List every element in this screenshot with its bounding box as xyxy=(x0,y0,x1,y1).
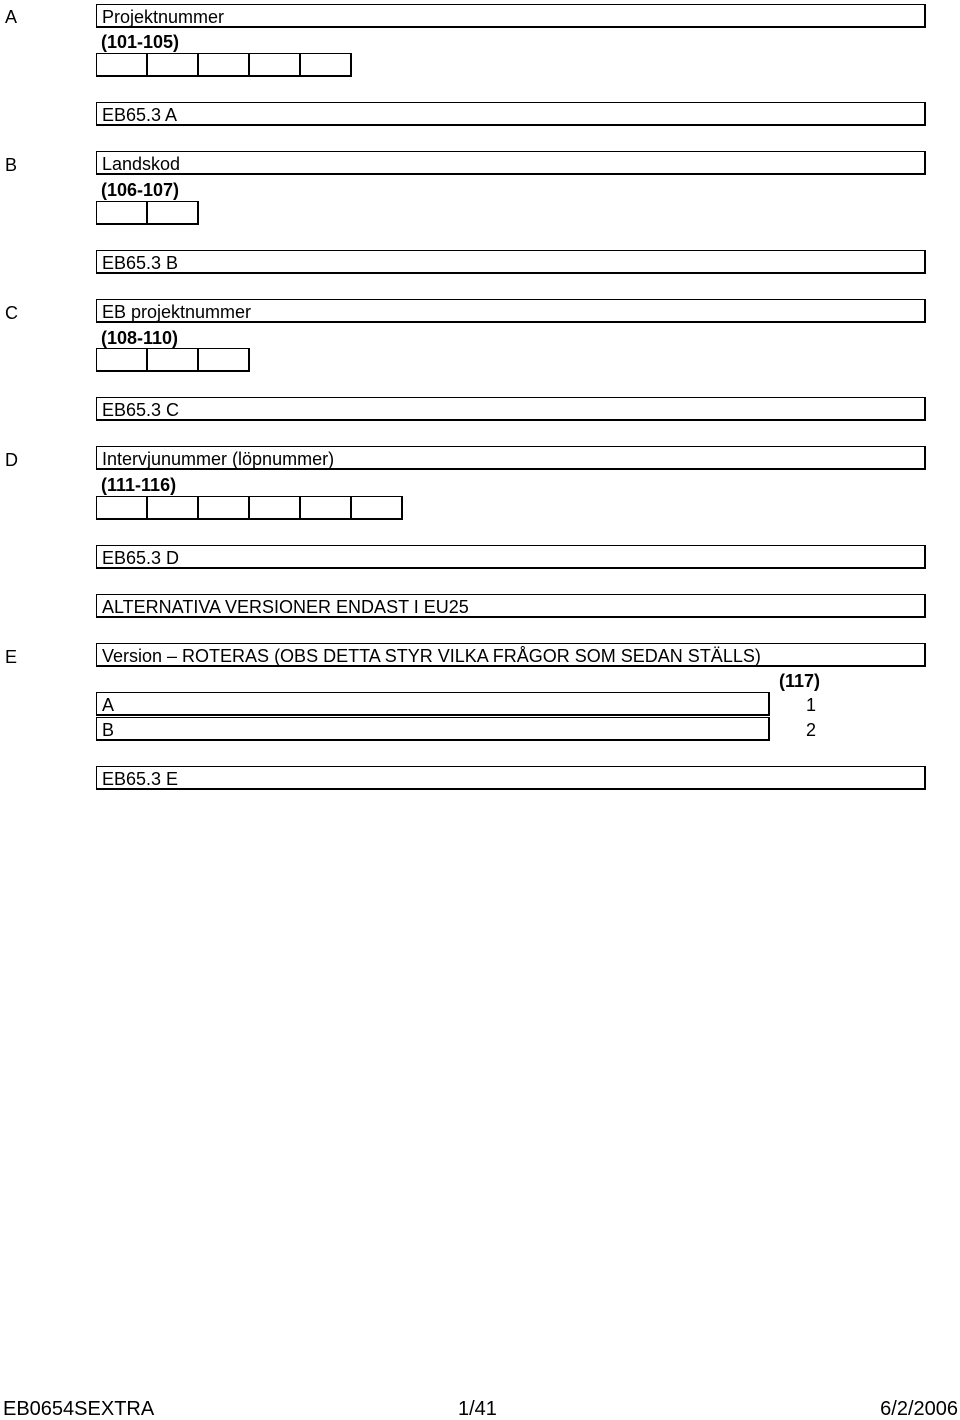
digit-cell[interactable] xyxy=(147,53,199,77)
digit-cell[interactable] xyxy=(249,496,301,520)
section-letter-b: B xyxy=(5,155,18,175)
alt-versions-header: ALTERNATIVA VERSIONER ENDAST I EU25 xyxy=(96,594,926,618)
section-letter-c: C xyxy=(5,303,18,323)
digit-cell[interactable] xyxy=(96,53,148,77)
digit-cell[interactable] xyxy=(198,53,250,77)
digit-cell[interactable] xyxy=(300,53,352,77)
digit-cell[interactable] xyxy=(147,348,199,372)
section-b-label: Landskod xyxy=(96,151,926,175)
section-e-label: Version – ROTERAS (OBS DETTA STYR VILKA FRÅGOR SOM SEDAN STÄLLS) xyxy=(96,643,926,667)
digit-cell[interactable] xyxy=(300,496,352,520)
section-letter-e: E xyxy=(5,647,18,667)
digit-cell[interactable] xyxy=(351,496,403,520)
section-c-ref: EB65.3 C xyxy=(96,397,926,421)
footer-doc-id: EB0654SEXTRA xyxy=(3,1398,155,1420)
digit-cell[interactable] xyxy=(96,496,148,520)
section-a-ref: EB65.3 A xyxy=(96,102,926,126)
section-c-input-cells[interactable] xyxy=(96,348,250,372)
section-d-code: (111-116) xyxy=(101,475,177,495)
section-c-code: (108-110) xyxy=(101,328,179,348)
section-b-input-cells[interactable] xyxy=(96,201,199,225)
section-a-input-cells[interactable] xyxy=(96,53,352,77)
section-letter-a: A xyxy=(5,7,18,27)
section-b-ref: EB65.3 B xyxy=(96,250,926,274)
digit-cell[interactable] xyxy=(96,348,148,372)
option-a-label[interactable]: A xyxy=(96,692,770,716)
option-a-code: 1 xyxy=(805,695,816,715)
digit-cell[interactable] xyxy=(147,496,199,520)
digit-cell[interactable] xyxy=(249,53,301,77)
digit-cell[interactable] xyxy=(96,201,148,225)
digit-cell[interactable] xyxy=(198,348,250,372)
section-e-ref: EB65.3 E xyxy=(96,766,926,790)
option-b-code: 2 xyxy=(805,720,816,740)
section-letter-d: D xyxy=(5,450,18,470)
footer-page-number: 1/41 xyxy=(458,1398,497,1420)
section-c-label: EB projektnummer xyxy=(96,299,926,323)
section-a-code: (101-105) xyxy=(101,32,180,52)
footer-date: 6/2/2006 xyxy=(880,1398,958,1420)
option-b-label[interactable]: B xyxy=(96,717,770,741)
digit-cell[interactable] xyxy=(198,496,250,520)
section-d-input-cells[interactable] xyxy=(96,496,403,520)
section-b-code: (106-107) xyxy=(101,180,180,200)
section-a-label: Projektnummer xyxy=(96,4,926,28)
section-d-ref: EB65.3 D xyxy=(96,545,926,569)
digit-cell[interactable] xyxy=(147,201,199,225)
section-e-code: (117) xyxy=(778,671,820,691)
section-d-label: Intervjunummer (löpnummer) xyxy=(96,446,926,470)
